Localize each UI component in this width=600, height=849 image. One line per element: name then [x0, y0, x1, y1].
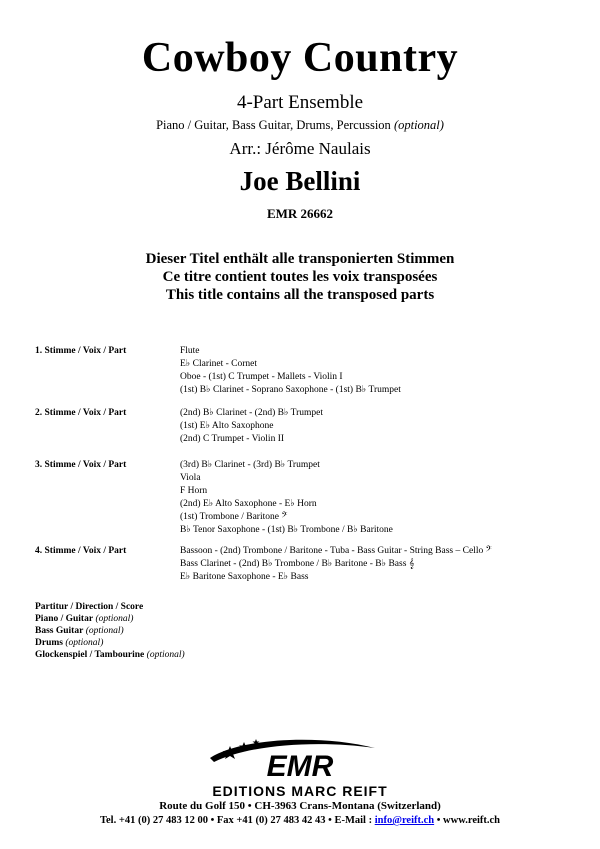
- instrument-line: E♭ Baritone Saxophone - E♭ Bass: [180, 572, 309, 582]
- instrument-line: Oboe - (1st) C Trumpet - Mallets - Violin I: [180, 372, 343, 382]
- instrument-line: (3rd) B♭ Clarinet - (3rd) B♭ Trumpet: [180, 460, 320, 470]
- notice-english: This title contains all the transposed parts: [165, 287, 435, 303]
- contact-website: • www.reift.ch: [436, 815, 501, 826]
- instrument-line: B♭ Tenor Saxophone - (1st) B♭ Trombone / B♭ Baritone: [180, 525, 393, 535]
- part-4-label: 4. Stimme / Voix / Part: [35, 546, 127, 556]
- email-link[interactable]: info@reift.ch: [374, 815, 435, 826]
- extra-part: [35, 601, 185, 613]
- additional-parts: [35, 601, 185, 661]
- logo-emr-text: EMR: [266, 750, 334, 783]
- extra-part: [35, 613, 185, 625]
- part-3-instruments: [180, 459, 560, 537]
- instrument-line: Bassoon - (2nd) Trombone / Baritone - Tuba - Bass Guitar - String Bass – Cello 𝄢: [180, 546, 492, 556]
- instrument-line: (2nd) E♭ Alto Saxophone - E♭ Horn: [180, 499, 317, 509]
- extra-part-name: Drums: [35, 638, 63, 648]
- extra-part-name: Glockenspiel / Tambourine: [35, 650, 145, 660]
- contact-phone-fax: Tel. +41 (0) 27 483 12 00 • Fax +41 (0) 27 483 42 43 • E-Mail :: [99, 815, 373, 826]
- instrument-line: Flute: [180, 346, 200, 356]
- extra-part-name: Bass Guitar: [35, 626, 84, 636]
- part-4-instruments: [180, 545, 560, 584]
- instrument-line: (1st) B♭ Clarinet - Soprano Saxophone - (1st) B♭ Trumpet: [180, 385, 401, 395]
- instrument-line: E♭ Clarinet - Cornet: [180, 359, 258, 369]
- transposed-notice: [0, 250, 600, 304]
- part-2-instruments: [180, 407, 560, 446]
- extra-part-name: Piano / Guitar: [35, 614, 94, 624]
- extra-part: [35, 649, 185, 661]
- extra-part-note: (optional): [95, 614, 134, 624]
- page-title: Cowboy Country: [141, 35, 459, 81]
- instrumentation-optional: (optional): [393, 118, 444, 132]
- composer: Joe Bellini: [239, 166, 361, 196]
- logo-publisher-name: EDITIONS MARC REIFT: [212, 783, 388, 799]
- instrument-line: (1st) E♭ Alto Saxophone: [180, 421, 274, 431]
- instrument-line: Viola: [180, 473, 201, 483]
- extra-part-note: (optional): [65, 638, 104, 648]
- ensemble-subtitle: 4-Part Ensemble: [236, 92, 364, 113]
- instrument-line: (2nd) B♭ Clarinet - (2nd) B♭ Trumpet: [180, 408, 324, 418]
- publisher-logo: [200, 736, 400, 800]
- notice-german: Dieser Titel enthält alle transponierten Stimmen: [145, 251, 455, 267]
- instrumentation-text: Piano / Guitar, Bass Guitar, Drums, Percussion: [156, 118, 391, 132]
- instrument-line: F Horn: [180, 486, 208, 496]
- instrumentation-line: [0, 118, 600, 133]
- part-2-label: 2. Stimme / Voix / Part: [35, 408, 127, 418]
- instrument-line: (1st) Trombone / Baritone 𝄢: [180, 512, 288, 522]
- arranger: Arr.: Jérôme Naulais: [229, 139, 371, 158]
- part-3-label: 3. Stimme / Voix / Part: [35, 460, 127, 470]
- extra-part-name: Partitur / Direction / Score: [35, 602, 144, 612]
- publisher-address: Route du Golf 150 • CH-3963 Crans-Montana (Switzerland): [159, 800, 441, 812]
- extra-part: [35, 637, 185, 649]
- extra-part-note: (optional): [146, 650, 185, 660]
- part-1-instruments: [180, 345, 560, 397]
- catalog-number: EMR 26662: [266, 206, 334, 221]
- extra-part: [35, 625, 185, 637]
- notice-french: Ce titre contient toutes les voix transposées: [162, 269, 438, 285]
- publisher-contact: [0, 815, 600, 826]
- instrument-line: Bass Clarinet - (2nd) B♭ Trombone / B♭ Baritone - B♭ Bass 𝄞: [180, 559, 415, 569]
- extra-part-note: (optional): [85, 626, 124, 636]
- part-1-label: 1. Stimme / Voix / Part: [35, 346, 127, 356]
- instrument-line: (2nd) C Trumpet - Violin II: [180, 434, 285, 444]
